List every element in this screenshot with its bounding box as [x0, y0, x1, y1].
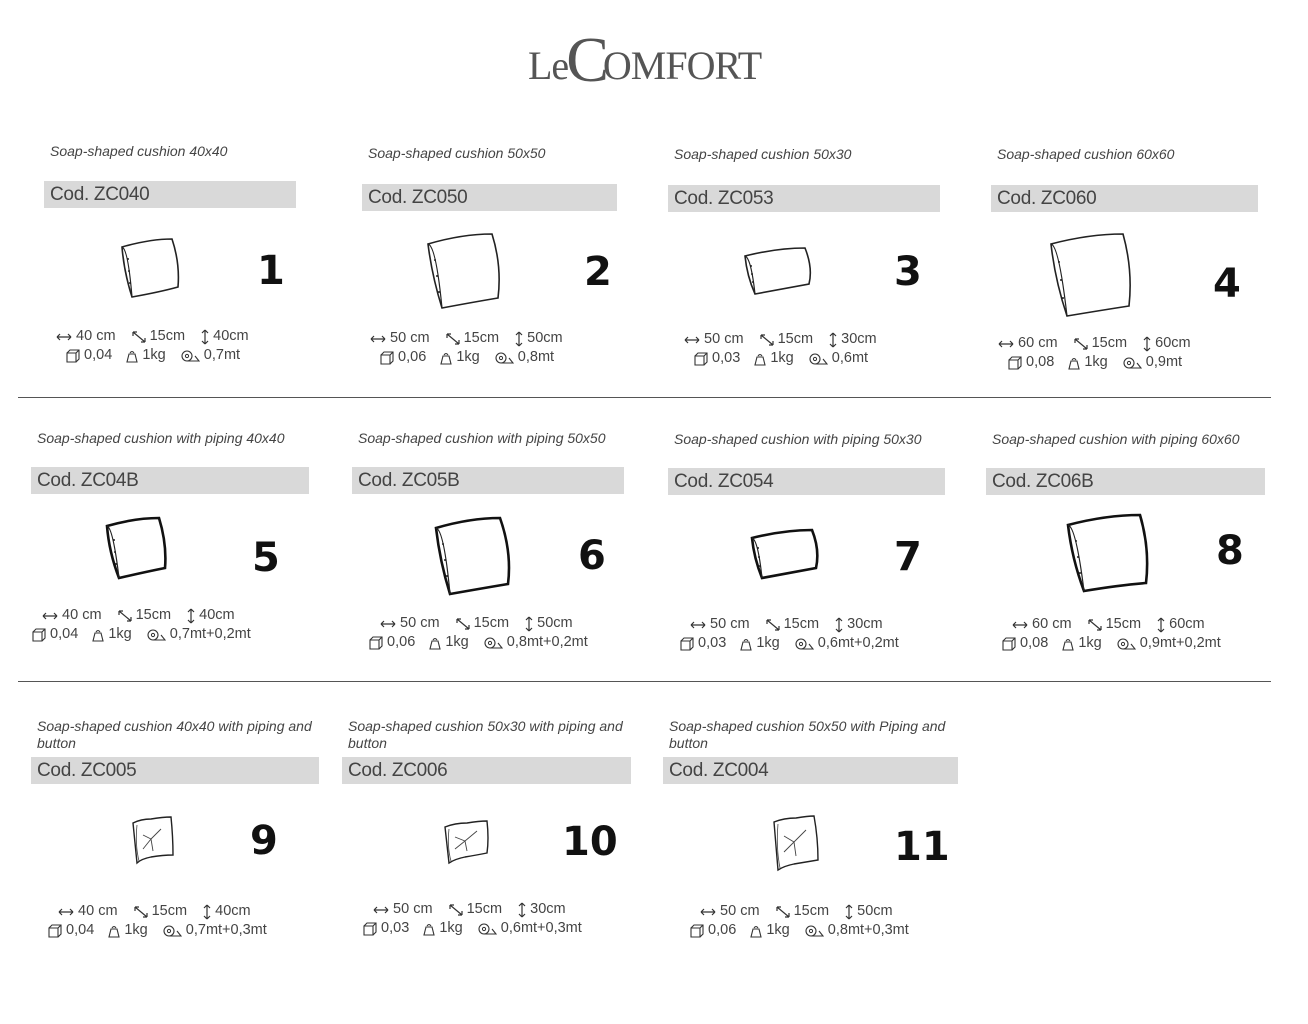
- product-number: 6: [578, 533, 606, 579]
- material-specs: [48, 921, 267, 940]
- fabric-roll-icon: [808, 352, 828, 366]
- product-title: Soap-shaped cushion 60x60: [997, 146, 1175, 162]
- volume-cube-icon: [1008, 356, 1022, 370]
- cushion-illustration: [750, 528, 820, 580]
- width-arrow-icon: [56, 332, 72, 342]
- depth-arrow-icon: [766, 619, 780, 631]
- depth-arrow-icon: [446, 333, 460, 345]
- fabric-roll-icon: [794, 637, 814, 651]
- product-code: Cod. ZC004: [663, 757, 958, 784]
- product-title: Soap-shaped cushion 50x50 with Piping and button: [669, 718, 946, 751]
- fabric-value: 0,8mt+0,3mt: [827, 922, 909, 938]
- depth-arrow-icon: [1088, 619, 1102, 631]
- cushion-illustration: [443, 819, 491, 865]
- fabric-value: 0,6mt+0,3mt: [500, 920, 582, 936]
- product-code: Cod. ZC06B: [986, 468, 1265, 495]
- product-title: Soap-shaped cushion with piping 50x30: [674, 431, 922, 447]
- fabric-value: 0,8mt: [517, 349, 555, 365]
- dimension-specs: [58, 902, 251, 921]
- depth-value: 15cm: [1105, 616, 1142, 632]
- fabric-roll-icon: [146, 628, 166, 642]
- volume-cube-icon: [380, 351, 394, 365]
- product-number: 2: [584, 249, 612, 295]
- height-value: 60cm: [1155, 335, 1191, 351]
- depth-value: 15cm: [1091, 335, 1128, 351]
- width-value: 50 cm: [393, 901, 433, 917]
- height-arrow-icon: [518, 902, 526, 918]
- weight-value: 1kg: [766, 922, 790, 938]
- material-specs: [369, 633, 588, 652]
- cushion-illustration: [120, 237, 182, 299]
- volume-value: 0,06: [398, 349, 427, 365]
- product-title: Soap-shaped cushion with piping 60x60: [992, 431, 1240, 447]
- height-arrow-icon: [203, 904, 211, 920]
- height-arrow-icon: [845, 904, 853, 920]
- material-specs: [1008, 353, 1182, 372]
- weight-icon: [429, 636, 441, 650]
- depth-arrow-icon: [776, 906, 790, 918]
- dimension-specs: [370, 329, 563, 348]
- volume-value: 0,03: [381, 920, 410, 936]
- height-arrow-icon: [201, 329, 209, 345]
- weight-icon: [1062, 637, 1074, 651]
- product-number: 4: [1213, 261, 1241, 307]
- cushion-illustration: [772, 814, 820, 872]
- volume-value: 0,03: [698, 635, 727, 651]
- fabric-value: 0,9mt+0,2mt: [1139, 635, 1221, 651]
- product-title: Soap-shaped cushion 40x40: [50, 143, 228, 159]
- product-code: Cod. ZC04B: [31, 467, 309, 494]
- height-value: 30cm: [530, 901, 566, 917]
- width-value: 50 cm: [400, 615, 440, 631]
- width-value: 60 cm: [1018, 335, 1058, 351]
- height-arrow-icon: [525, 616, 533, 632]
- weight-icon: [440, 351, 452, 365]
- volume-cube-icon: [369, 636, 383, 650]
- depth-arrow-icon: [134, 906, 148, 918]
- height-value: 40cm: [215, 903, 251, 919]
- weight-value: 1kg: [1084, 354, 1108, 370]
- height-arrow-icon: [1157, 617, 1165, 633]
- volume-cube-icon: [32, 628, 46, 642]
- fabric-value: 0,7mt+0,3mt: [185, 922, 267, 938]
- product-code: Cod. ZC054: [668, 468, 945, 495]
- product-number: 1: [257, 248, 285, 294]
- product-card: [37, 430, 337, 690]
- weight-icon: [750, 924, 762, 938]
- product-code: Cod. ZC040: [44, 181, 296, 208]
- logo-le: Le: [528, 43, 569, 88]
- weight-icon: [92, 628, 104, 642]
- cushion-illustration: [743, 246, 813, 296]
- product-code: Cod. ZC053: [668, 185, 940, 212]
- volume-cube-icon: [1002, 637, 1016, 651]
- height-value: 60cm: [1169, 616, 1205, 632]
- product-number: 3: [894, 249, 922, 295]
- weight-value: 1kg: [756, 635, 780, 651]
- dimension-specs: [373, 900, 566, 919]
- product-title: Soap-shaped cushion with piping 50x50: [358, 430, 606, 446]
- width-value: 50 cm: [390, 330, 430, 346]
- height-arrow-icon: [835, 617, 843, 633]
- volume-cube-icon: [680, 637, 694, 651]
- width-arrow-icon: [373, 905, 389, 915]
- width-value: 40 cm: [62, 607, 102, 623]
- depth-value: 15cm: [466, 901, 503, 917]
- width-arrow-icon: [998, 339, 1014, 349]
- material-specs: [32, 625, 251, 644]
- height-arrow-icon: [187, 608, 195, 624]
- dimension-specs: [56, 327, 249, 346]
- width-value: 40 cm: [76, 328, 116, 344]
- product-number: 5: [252, 535, 280, 581]
- width-arrow-icon: [690, 620, 706, 630]
- product-title: Soap-shaped cushion 50x30 with piping and button: [348, 718, 623, 751]
- depth-value: 15cm: [793, 903, 830, 919]
- weight-value: 1kg: [142, 347, 166, 363]
- volume-value: 0,04: [50, 626, 79, 642]
- weight-value: 1kg: [1078, 635, 1102, 651]
- product-title: Soap-shaped cushion 40x40 with piping and button: [37, 718, 312, 751]
- material-specs: [680, 634, 899, 653]
- product-number: 7: [894, 534, 922, 580]
- fabric-roll-icon: [483, 636, 503, 650]
- product-title: Soap-shaped cushion 50x30: [674, 146, 852, 162]
- dimension-specs: [684, 330, 877, 349]
- material-specs: [690, 921, 909, 940]
- cushion-illustration: [105, 516, 169, 580]
- product-code: Cod. ZC050: [362, 184, 617, 211]
- product-number: 8: [1216, 528, 1244, 574]
- weight-value: 1kg: [445, 634, 469, 650]
- width-value: 50 cm: [704, 331, 744, 347]
- weight-icon: [754, 352, 766, 366]
- volume-value: 0,06: [708, 922, 737, 938]
- product-number: 10: [562, 819, 618, 865]
- width-arrow-icon: [42, 611, 58, 621]
- height-value: 50cm: [527, 330, 563, 346]
- depth-value: 15cm: [777, 331, 814, 347]
- product-card: [348, 718, 648, 978]
- height-value: 30cm: [847, 616, 883, 632]
- depth-arrow-icon: [1074, 338, 1088, 350]
- depth-value: 15cm: [463, 330, 500, 346]
- fabric-roll-icon: [494, 351, 514, 365]
- product-number: 11: [894, 824, 950, 870]
- height-value: 40cm: [213, 328, 249, 344]
- weight-icon: [423, 922, 435, 936]
- width-arrow-icon: [370, 334, 386, 344]
- product-title: Soap-shaped cushion with piping 40x40: [37, 430, 285, 446]
- width-arrow-icon: [684, 335, 700, 345]
- dimension-specs: [380, 614, 573, 633]
- width-value: 50 cm: [710, 616, 750, 632]
- fabric-value: 0,9mt: [1145, 354, 1183, 370]
- dimension-specs: [1012, 615, 1205, 634]
- material-specs: [380, 348, 554, 367]
- volume-value: 0,08: [1026, 354, 1055, 370]
- fabric-roll-icon: [180, 349, 200, 363]
- fabric-roll-icon: [1116, 637, 1136, 651]
- cushion-illustration: [1049, 232, 1135, 318]
- material-specs: [694, 349, 868, 368]
- cushion-illustration: [131, 815, 175, 865]
- width-value: 50 cm: [720, 903, 760, 919]
- material-specs: [363, 919, 582, 938]
- fabric-roll-icon: [162, 924, 182, 938]
- weight-icon: [740, 637, 752, 651]
- fabric-value: 0,7mt+0,2mt: [169, 626, 251, 642]
- depth-arrow-icon: [132, 331, 146, 343]
- fabric-value: 0,6mt: [831, 350, 869, 366]
- material-specs: [66, 346, 240, 365]
- width-arrow-icon: [58, 907, 74, 917]
- weight-value: 1kg: [456, 349, 480, 365]
- fabric-value: 0,8mt+0,2mt: [506, 634, 588, 650]
- fabric-roll-icon: [804, 924, 824, 938]
- height-value: 50cm: [537, 615, 573, 631]
- dimension-specs: [42, 606, 235, 625]
- depth-value: 15cm: [783, 616, 820, 632]
- width-value: 60 cm: [1032, 616, 1072, 632]
- brand-logo: [528, 24, 762, 95]
- cushion-illustration: [434, 516, 514, 596]
- volume-value: 0,03: [712, 350, 741, 366]
- width-arrow-icon: [1012, 620, 1028, 630]
- weight-value: 1kg: [439, 920, 463, 936]
- volume-cube-icon: [690, 924, 704, 938]
- height-value: 40cm: [199, 607, 235, 623]
- depth-value: 15cm: [135, 607, 172, 623]
- depth-arrow-icon: [456, 618, 470, 630]
- material-specs: [1002, 634, 1221, 653]
- product-code: Cod. ZC05B: [352, 467, 624, 494]
- weight-icon: [1068, 356, 1080, 370]
- depth-arrow-icon: [449, 904, 463, 916]
- height-arrow-icon: [1143, 336, 1151, 352]
- width-arrow-icon: [380, 619, 396, 629]
- fabric-value: 0,7mt: [203, 347, 241, 363]
- depth-arrow-icon: [760, 334, 774, 346]
- cushion-illustration: [426, 232, 504, 310]
- volume-cube-icon: [66, 349, 80, 363]
- weight-value: 1kg: [108, 626, 132, 642]
- weight-value: 1kg: [124, 922, 148, 938]
- volume-cube-icon: [363, 922, 377, 936]
- height-value: 30cm: [841, 331, 877, 347]
- fabric-value: 0,6mt+0,2mt: [817, 635, 899, 651]
- width-arrow-icon: [700, 907, 716, 917]
- height-arrow-icon: [515, 331, 523, 347]
- height-value: 50cm: [857, 903, 893, 919]
- depth-arrow-icon: [118, 610, 132, 622]
- product-title: Soap-shaped cushion 50x50: [368, 145, 546, 161]
- dimension-specs: [700, 902, 893, 921]
- weight-value: 1kg: [770, 350, 794, 366]
- volume-cube-icon: [48, 924, 62, 938]
- dimension-specs: [998, 334, 1191, 353]
- logo-rest: OMFORT: [602, 43, 762, 88]
- volume-value: 0,04: [84, 347, 113, 363]
- width-value: 40 cm: [78, 903, 118, 919]
- volume-cube-icon: [694, 352, 708, 366]
- weight-icon: [126, 349, 138, 363]
- cushion-illustration: [1066, 513, 1152, 593]
- depth-value: 15cm: [151, 903, 188, 919]
- product-code: Cod. ZC005: [31, 757, 319, 784]
- depth-value: 15cm: [149, 328, 186, 344]
- volume-value: 0,06: [387, 634, 416, 650]
- volume-value: 0,04: [66, 922, 95, 938]
- weight-icon: [108, 924, 120, 938]
- depth-value: 15cm: [473, 615, 510, 631]
- height-arrow-icon: [829, 332, 837, 348]
- volume-value: 0,08: [1020, 635, 1049, 651]
- fabric-roll-icon: [1122, 356, 1142, 370]
- product-number: 9: [250, 818, 278, 864]
- fabric-roll-icon: [477, 922, 497, 936]
- product-code: Cod. ZC060: [991, 185, 1258, 212]
- logo-c: C: [566, 24, 609, 95]
- dimension-specs: [690, 615, 883, 634]
- product-code: Cod. ZC006: [342, 757, 631, 784]
